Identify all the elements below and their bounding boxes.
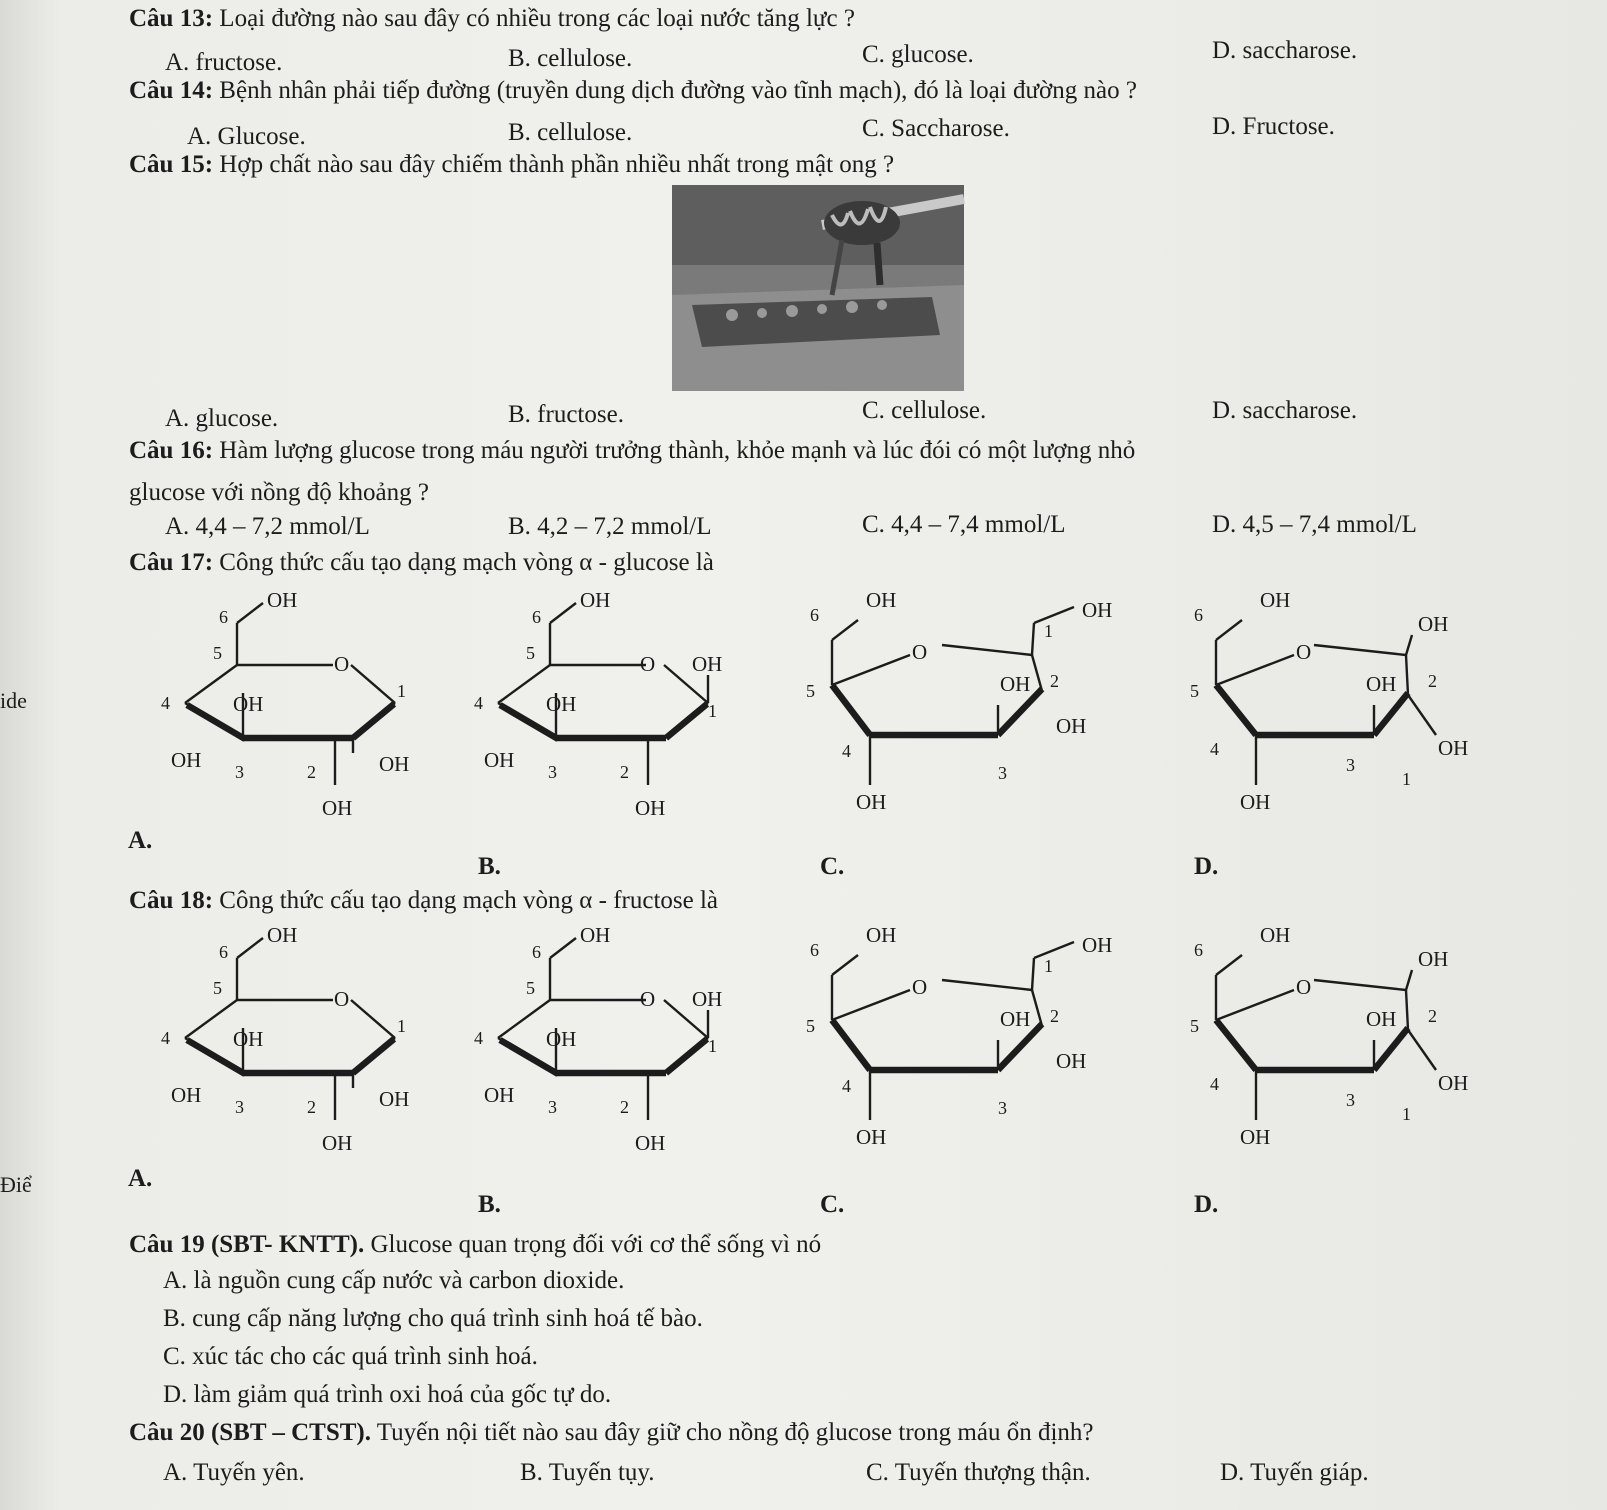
q17d-num-1: 1 (1402, 769, 1411, 789)
margin-fragment-ide: ide (0, 688, 27, 713)
q17c-oh-4: OH (856, 790, 887, 814)
q17b-num-3: 3 (548, 762, 557, 782)
q18-option-d-label[interactable]: D. (1194, 1191, 1219, 1218)
question-18: Câu 18: Công thức cấu tạo dạng mạch vòng α - fructose là (129, 887, 719, 914)
q18d-oh-6: OH (1260, 923, 1291, 947)
q17c-ring-o: O (912, 640, 928, 664)
q17d-oh-4: OH (1240, 790, 1271, 814)
q18d-ring-o: O (1296, 975, 1312, 999)
q13-option-c[interactable]: C. glucose. (862, 41, 974, 68)
q19-option-b[interactable]: B. cung cấp năng lượng cho quá trình sinh hoá tế bào. (163, 1305, 703, 1332)
q16-option-a[interactable]: A. 4,4 – 7,2 mmol/L (165, 513, 370, 540)
question-17: Câu 17: Công thức cấu tạo dạng mạch vòng α - glucose là (129, 549, 714, 576)
q18d-oh-2a: OH (1418, 947, 1449, 971)
q17d-ring-o: O (1296, 640, 1312, 664)
q18c-oh-4: OH (856, 1125, 887, 1149)
q17d-num-5: 5 (1190, 681, 1199, 701)
q17a-num-4: 4 (161, 693, 170, 713)
q17d-oh-6: OH (1260, 588, 1291, 612)
q17-structure-b[interactable] (468, 585, 758, 830)
q17b-num-5: 5 (526, 643, 535, 663)
question-13: Câu 13: Loại đường nào sau đây có nhiều trong các loại nước tăng lực ? (129, 5, 855, 32)
q19-option-c[interactable]: C. xúc tác cho các quá trình sinh hoá. (163, 1343, 538, 1370)
q18d-num-6: 6 (1194, 940, 1203, 960)
q14-option-b[interactable]: B. cellulose. (508, 119, 633, 146)
q17d-num-2: 2 (1428, 671, 1437, 691)
q17a-oh-6: OH (267, 588, 298, 612)
q17c-num-6: 6 (810, 605, 819, 625)
question-19: Câu 19 (SBT- KNTT). Glucose quan trọng đối với cơ thể sống vì nó (129, 1231, 822, 1258)
q18b-oh-2: OH (635, 1131, 666, 1155)
q17a-num-2: 2 (307, 762, 316, 782)
q18c-oh-2b: OH (1056, 1049, 1087, 1073)
q18c-num-2: 2 (1050, 1006, 1059, 1026)
q17-option-d-label[interactable]: D. (1194, 853, 1219, 880)
q18c-num-1: 1 (1044, 956, 1053, 976)
question-16-cont: glucose với nồng độ khoảng ? (129, 479, 429, 506)
q19-option-a[interactable]: A. là nguồn cung cấp nước và carbon dioxide. (163, 1267, 625, 1294)
q18c-oh-1: OH (1082, 933, 1113, 957)
q17b-num-1: 1 (708, 701, 717, 721)
q18b-oh-6: OH (580, 923, 611, 947)
q18a-ring-o: O (334, 987, 350, 1011)
q17a-num-3: 3 (235, 762, 244, 782)
q17a-ring-o: O (334, 652, 350, 676)
q18c-oh-6: OH (866, 923, 897, 947)
honey-photo (672, 185, 964, 391)
q18a-oh-6: OH (267, 923, 298, 947)
q18a-oh-2: OH (322, 1131, 353, 1155)
q17-structure-c[interactable] (806, 585, 1142, 830)
q17b-ring-o: O (640, 652, 656, 676)
q15-option-b[interactable]: B. fructose. (508, 401, 624, 428)
q17b-num-6: 6 (532, 607, 541, 627)
q17c-num-1: 1 (1044, 621, 1053, 641)
q17-structure-a[interactable] (155, 585, 445, 830)
q17-option-b-label[interactable]: B. (478, 853, 501, 880)
q18b-num-6: 6 (532, 942, 541, 962)
q16-option-c[interactable]: C. 4,4 – 7,4 mmol/L (862, 511, 1066, 538)
q18d-num-4: 4 (1210, 1074, 1219, 1094)
q18a-oh-3: OH (171, 1083, 202, 1107)
question-20: Câu 20 (SBT – CTST). Tuyến nội tiết nào sau đây giữ cho nồng độ glucose trong máu ổn định? (129, 1419, 1094, 1446)
q17c-num-3: 3 (998, 763, 1007, 783)
q18d-oh-4: OH (1240, 1125, 1271, 1149)
q18b-oh-3: OH (484, 1083, 515, 1107)
q17c-num-5: 5 (806, 681, 815, 701)
q18d-oh-2b: OH (1366, 1007, 1397, 1031)
q18c-num-4: 4 (842, 1076, 851, 1096)
q17d-oh-2a: OH (1418, 612, 1449, 636)
q18c-num-3: 3 (998, 1098, 1007, 1118)
q18a-num-6: 6 (219, 942, 228, 962)
q18c-oh-2a: OH (1000, 1007, 1031, 1031)
q20-option-b[interactable]: B. Tuyến tụy. (520, 1459, 655, 1486)
q18b-num-1: 1 (708, 1036, 717, 1056)
q18-structure-d[interactable] (1190, 920, 1526, 1165)
q17b-oh-6: OH (580, 588, 611, 612)
honey-photo-drawing (672, 185, 964, 391)
q17b-oh-1: OH (692, 652, 723, 676)
q18-structure-c[interactable] (806, 920, 1142, 1165)
q14-option-a[interactable]: A. Glucose. (187, 123, 306, 150)
q18c-num-5: 5 (806, 1016, 815, 1036)
q18b-num-3: 3 (548, 1097, 557, 1117)
q18b-num-5: 5 (526, 978, 535, 998)
q19-option-d[interactable]: D. làm giảm quá trình oxi hoá của gốc tự do. (163, 1381, 612, 1408)
q18c-num-6: 6 (810, 940, 819, 960)
q18d-num-2: 2 (1428, 1006, 1437, 1026)
q18b-num-2: 2 (620, 1097, 629, 1117)
q17d-oh-2b: OH (1366, 672, 1397, 696)
q17d-oh-1: OH (1438, 736, 1469, 760)
q17b-num-4: 4 (474, 693, 483, 713)
question-16: Câu 16: Hàm lượng glucose trong máu người trưởng thành, khỏe mạnh và lúc đói có một lượng nhỏ (129, 437, 1136, 464)
q17a-num-1: 1 (397, 681, 406, 701)
q17a-num-6: 6 (219, 607, 228, 627)
q14-option-d[interactable]: D. Fructose. (1212, 113, 1335, 140)
q18d-num-3: 3 (1346, 1090, 1355, 1110)
q18-structure-a[interactable] (155, 920, 445, 1165)
q18b-oh-1: OH (692, 987, 723, 1011)
q13-option-d[interactable]: D. saccharose. (1212, 37, 1358, 64)
question-14: Câu 14: Bệnh nhân phải tiếp đường (truyền dung dịch đường vào tĩnh mạch), đó là loại đường nào ? (129, 77, 1137, 104)
q18b-num-4: 4 (474, 1028, 483, 1048)
q17-option-c-label[interactable]: C. (820, 853, 845, 880)
q14-option-c[interactable]: C. Saccharose. (862, 115, 1010, 142)
q17a-oh-4: OH (233, 692, 264, 716)
q17-option-a-label[interactable]: A. (128, 827, 153, 854)
q15-option-d[interactable]: D. saccharose. (1212, 397, 1358, 424)
q17d-num-4: 4 (1210, 739, 1219, 759)
q18a-num-5: 5 (213, 978, 222, 998)
q16-option-d[interactable]: D. 4,5 – 7,4 mmol/L (1212, 511, 1417, 538)
q18a-num-1: 1 (397, 1016, 406, 1036)
q18a-num-4: 4 (161, 1028, 170, 1048)
q17c-oh-2b: OH (1056, 714, 1087, 738)
q18c-ring-o: O (912, 975, 928, 999)
q17a-num-5: 5 (213, 643, 222, 663)
q17c-oh-6: OH (866, 588, 897, 612)
q17c-num-2: 2 (1050, 671, 1059, 691)
q18a-oh-4: OH (233, 1027, 264, 1051)
q18-option-b-label[interactable]: B. (478, 1191, 501, 1218)
q17-structure-d[interactable] (1190, 585, 1526, 830)
q17d-num-6: 6 (1194, 605, 1203, 625)
q13-option-b[interactable]: B. cellulose. (508, 45, 633, 72)
q18b-ring-o: O (640, 987, 656, 1011)
q15-option-c[interactable]: C. cellulose. (862, 397, 987, 424)
q17c-num-4: 4 (842, 741, 851, 761)
margin-fragment-die: Điể (0, 1172, 32, 1197)
q17c-oh-1: OH (1082, 598, 1113, 622)
q17b-oh-3: OH (484, 748, 515, 772)
q17a-oh-1: OH (379, 752, 410, 776)
q17a-oh-2: OH (322, 796, 353, 820)
q20-option-d[interactable]: D. Tuyến giáp. (1220, 1459, 1369, 1486)
q17b-num-2: 2 (620, 762, 629, 782)
q17b-oh-2: OH (635, 796, 666, 820)
q18d-num-5: 5 (1190, 1016, 1199, 1036)
q18-structure-b[interactable] (468, 920, 758, 1165)
q18a-oh-1: OH (379, 1087, 410, 1111)
q17c-oh-2a: OH (1000, 672, 1031, 696)
q20-option-c[interactable]: C. Tuyến thượng thận. (866, 1459, 1091, 1486)
q13-option-a[interactable]: A. fructose. (165, 49, 283, 76)
q18a-num-3: 3 (235, 1097, 244, 1117)
q17b-oh-4: OH (546, 692, 577, 716)
q17a-oh-3: OH (171, 748, 202, 772)
q20-option-a[interactable]: A. Tuyến yên. (163, 1459, 305, 1486)
question-15: Câu 15: Hợp chất nào sau đây chiếm thành phần nhiều nhất trong mật ong ? (129, 151, 895, 178)
q18d-oh-1: OH (1438, 1071, 1469, 1095)
q17d-num-3: 3 (1346, 755, 1355, 775)
q18d-num-1: 1 (1402, 1104, 1411, 1124)
q16-option-b[interactable]: B. 4,2 – 7,2 mmol/L (508, 513, 712, 540)
q18-option-a-label[interactable]: A. (128, 1165, 153, 1192)
q15-option-a[interactable]: A. glucose. (165, 405, 279, 432)
q18b-oh-4: OH (546, 1027, 577, 1051)
q18a-num-2: 2 (307, 1097, 316, 1117)
q18-option-c-label[interactable]: C. (820, 1191, 845, 1218)
